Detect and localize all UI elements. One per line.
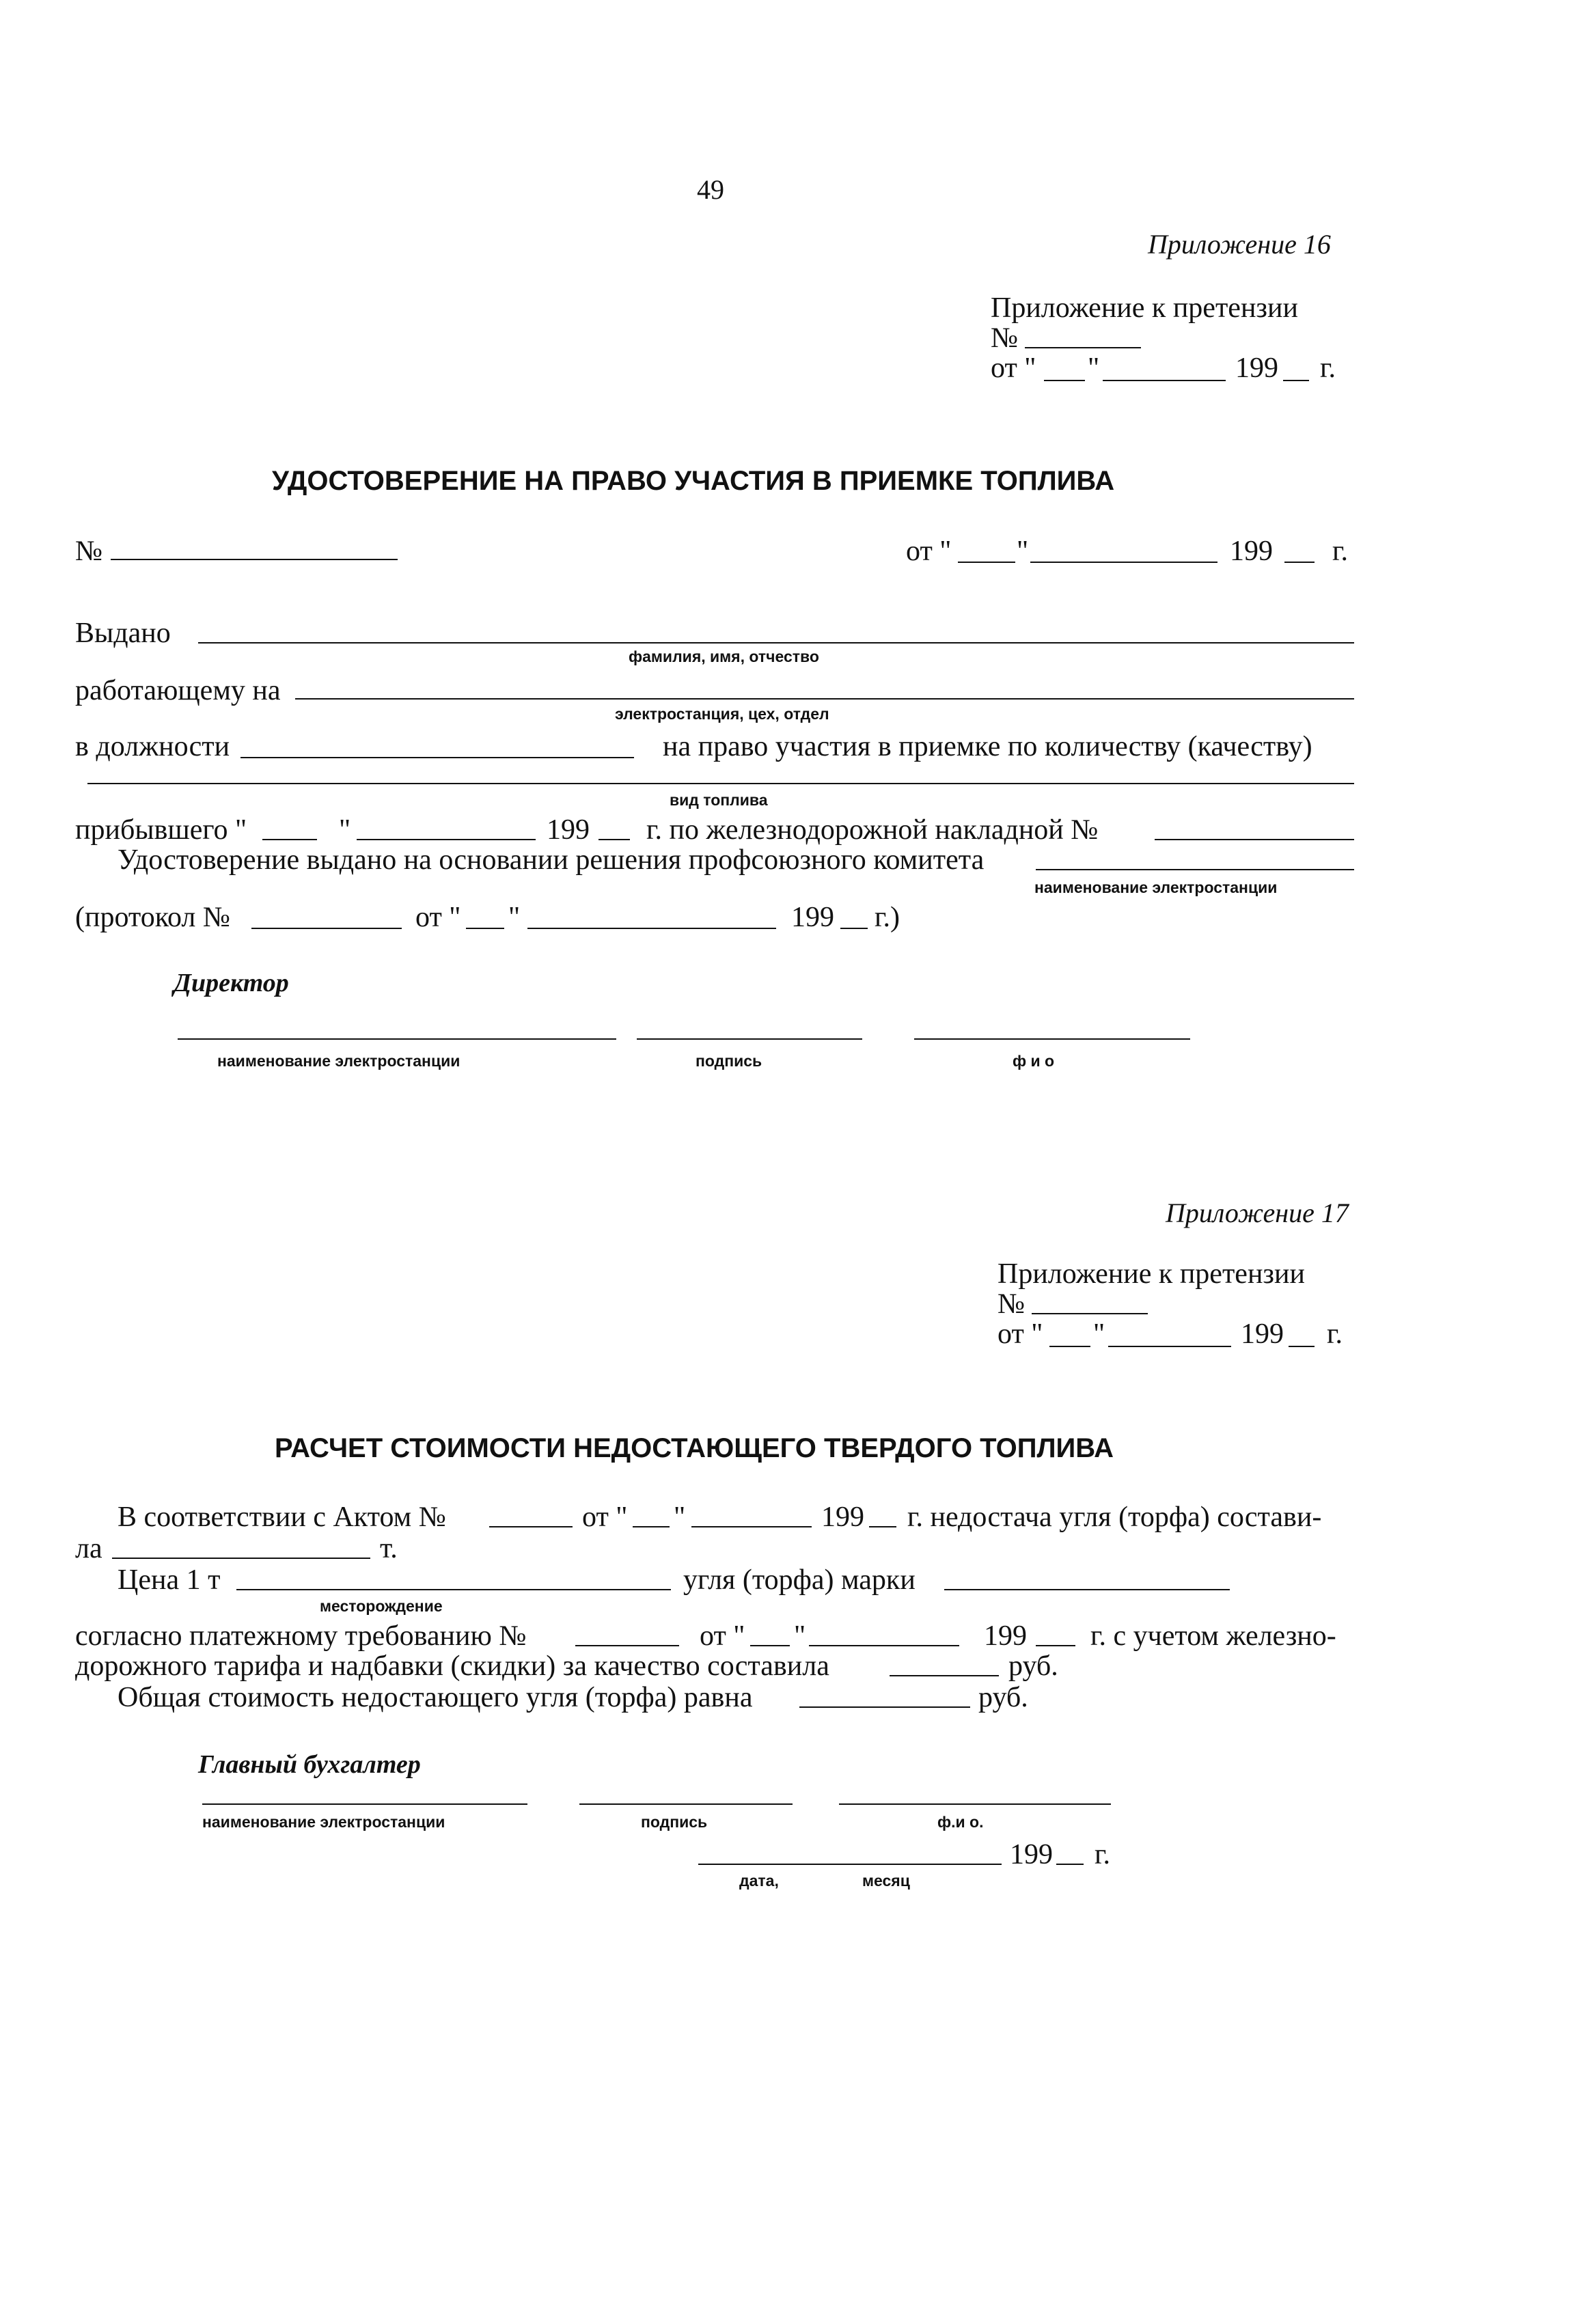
accountant-name-line <box>839 1803 1111 1805</box>
payment-day-line <box>750 1645 790 1646</box>
claim-day-line-16 <box>1044 380 1085 381</box>
certificate-day-line <box>958 562 1015 563</box>
appendix-17-label: Приложение 17 <box>1166 1198 1349 1228</box>
claim-day-line-17 <box>1049 1346 1090 1347</box>
payment-year-line <box>1036 1645 1075 1646</box>
issued-to-line <box>198 642 1354 644</box>
act-year: 199 <box>821 1502 864 1533</box>
claim-number-line-16 <box>1025 347 1141 348</box>
certificate-year: 199 <box>1230 536 1273 567</box>
deposit-caption: месторождение <box>320 1597 443 1615</box>
director-name-line <box>914 1038 1190 1040</box>
issued-to-label: Выдано <box>75 618 171 649</box>
accountant-station-caption: наименование электростанции <box>202 1813 445 1831</box>
payment-date-quote: " <box>794 1620 806 1652</box>
issued-to-caption: фамилия, имя, отчество <box>629 648 819 665</box>
chief-accountant-label: Главный бухгалтер <box>198 1750 421 1779</box>
arrived-month-line <box>357 839 536 840</box>
payment-date-ot: от " <box>700 1620 745 1652</box>
claim-number-label-17: № <box>998 1288 1026 1320</box>
claim-year-line-16 <box>1283 380 1309 381</box>
arrived-waybill-text: г. по железнодорожной накладной № <box>646 814 1099 846</box>
act-number-line <box>489 1526 573 1527</box>
accountant-signature-line <box>579 1803 793 1805</box>
director-station-line <box>178 1038 616 1040</box>
coal-grade-line <box>944 1589 1230 1590</box>
coal-grade-label: угля (торфа) марки <box>683 1564 916 1596</box>
accountant-name-caption: ф.и о. <box>937 1813 984 1831</box>
claim-date-ot-17: от " <box>998 1318 1043 1350</box>
protocol-month-line <box>527 928 776 929</box>
claim-number-line-17 <box>1032 1313 1148 1314</box>
sign-date-year-line <box>1056 1864 1084 1865</box>
shortage-amount-line <box>112 1558 370 1559</box>
certificate-number-line <box>111 559 398 560</box>
page-number: 49 <box>697 174 724 205</box>
director-label: Директор <box>174 969 289 997</box>
protocol-date-ot: от " <box>415 902 461 933</box>
certificate-number-label: № <box>75 536 103 567</box>
act-day-line <box>633 1526 670 1527</box>
claim-date-quote-17: " <box>1093 1318 1105 1350</box>
working-at-caption: электростанция, цех, отдел <box>615 705 829 723</box>
position-line <box>240 757 634 758</box>
certificate-month-line <box>1030 562 1217 563</box>
calculation-heading: РАСЧЕТ СТОИМОСТИ НЕДОСТАЮЩЕГО ТВЕРДОГО ТОПЛИВА <box>275 1433 1114 1463</box>
claim-year-line-17 <box>1289 1346 1315 1347</box>
fuel-type-line <box>87 783 1354 784</box>
director-name-caption: ф и о <box>1013 1052 1055 1070</box>
act-year-line <box>869 1526 896 1527</box>
waybill-number-line <box>1155 839 1354 840</box>
claim-year-suffix-17: г. <box>1327 1318 1343 1350</box>
tariff-unit: руб. <box>1008 1650 1058 1682</box>
basis-line <box>1036 869 1354 870</box>
claim-year-suffix-16: г. <box>1320 352 1336 384</box>
sign-date-month-caption: месяц <box>862 1872 910 1890</box>
claim-number-label-16: № <box>991 322 1019 354</box>
basis-text: Удостоверение выдано на основании решения профсоюзного комитета <box>118 844 985 876</box>
claim-year-16: 199 <box>1235 352 1278 384</box>
sign-date-suffix: г. <box>1095 1839 1110 1870</box>
price-label: Цена 1 т <box>118 1564 221 1596</box>
payment-text: согласно платежному требованию № <box>75 1620 527 1652</box>
protocol-date-quote: " <box>508 902 521 933</box>
arrived-day-line <box>262 839 317 840</box>
claim-attachment-title-17: Приложение к претензии <box>998 1258 1305 1290</box>
act-text: В соответствии с Актом № <box>118 1502 446 1533</box>
act-date-quote: " <box>674 1502 686 1533</box>
claim-month-line-17 <box>1108 1346 1231 1347</box>
tariff-text: дорожного тарифа и надбавки (скидки) за качество составила <box>75 1650 829 1682</box>
arrived-label: прибывшего " <box>75 814 247 846</box>
protocol-year-line <box>840 928 868 929</box>
sign-date-year: 199 <box>1010 1839 1053 1870</box>
certificate-heading: УДОСТОВЕРЕНИЕ НА ПРАВО УЧАСТИЯ В ПРИЕМКЕ ТОПЛИВА <box>272 466 1115 496</box>
fuel-type-caption: вид топлива <box>670 791 768 809</box>
claim-date-quote-16: " <box>1088 352 1100 384</box>
certificate-date-ot: от " <box>906 536 952 567</box>
certificate-date-quote: " <box>1017 536 1029 567</box>
arrived-year: 199 <box>547 814 590 846</box>
shortage-text: г. недостача угля (торфа) состави- <box>907 1502 1322 1533</box>
total-amount-line <box>799 1706 970 1708</box>
payment-year: 199 <box>984 1620 1027 1652</box>
arrived-quote: " <box>339 814 351 846</box>
deposit-line <box>236 1589 671 1590</box>
payment-month-line <box>809 1645 959 1646</box>
basis-caption: наименование электростанции <box>1034 879 1278 896</box>
protocol-end: г.) <box>875 902 900 933</box>
claim-year-17: 199 <box>1241 1318 1284 1350</box>
certificate-year-suffix: г. <box>1332 536 1348 567</box>
arrived-year-line <box>598 839 630 840</box>
shortage-unit: т. <box>380 1533 398 1564</box>
protocol-day-line <box>466 928 504 929</box>
act-date-ot: от " <box>582 1502 628 1533</box>
working-at-line <box>295 698 1354 700</box>
appendix-16-label: Приложение 16 <box>1148 229 1331 260</box>
railway-tariff-text: г. с учетом железно- <box>1090 1620 1336 1652</box>
total-text: Общая стоимость недостающего угля (торфа) равна <box>118 1682 753 1713</box>
claim-date-ot-16: от " <box>991 352 1036 384</box>
director-signature-caption: подпись <box>696 1052 762 1070</box>
sign-date-line <box>698 1864 1002 1865</box>
protocol-label: (протокол № <box>75 902 230 933</box>
shortage-cont: ла <box>75 1533 102 1564</box>
act-month-line <box>691 1526 812 1527</box>
protocol-number-line <box>251 928 402 929</box>
participation-text: на право участия в приемке по количеству (качеству) <box>663 731 1312 762</box>
claim-month-line-16 <box>1103 380 1226 381</box>
position-label: в должности <box>75 731 230 762</box>
director-signature-line <box>637 1038 862 1040</box>
accountant-station-line <box>202 1803 527 1805</box>
director-station-caption: наименование электростанции <box>217 1052 460 1070</box>
accountant-signature-caption: подпись <box>641 1813 708 1831</box>
total-unit: руб. <box>978 1682 1028 1713</box>
payment-number-line <box>575 1645 679 1646</box>
tariff-amount-line <box>890 1675 999 1676</box>
protocol-year: 199 <box>791 902 834 933</box>
sign-date-day-caption: дата, <box>739 1872 779 1890</box>
claim-attachment-title-16: Приложение к претензии <box>991 292 1298 324</box>
working-at-label: работающему на <box>75 675 281 706</box>
certificate-year-line <box>1284 562 1315 563</box>
